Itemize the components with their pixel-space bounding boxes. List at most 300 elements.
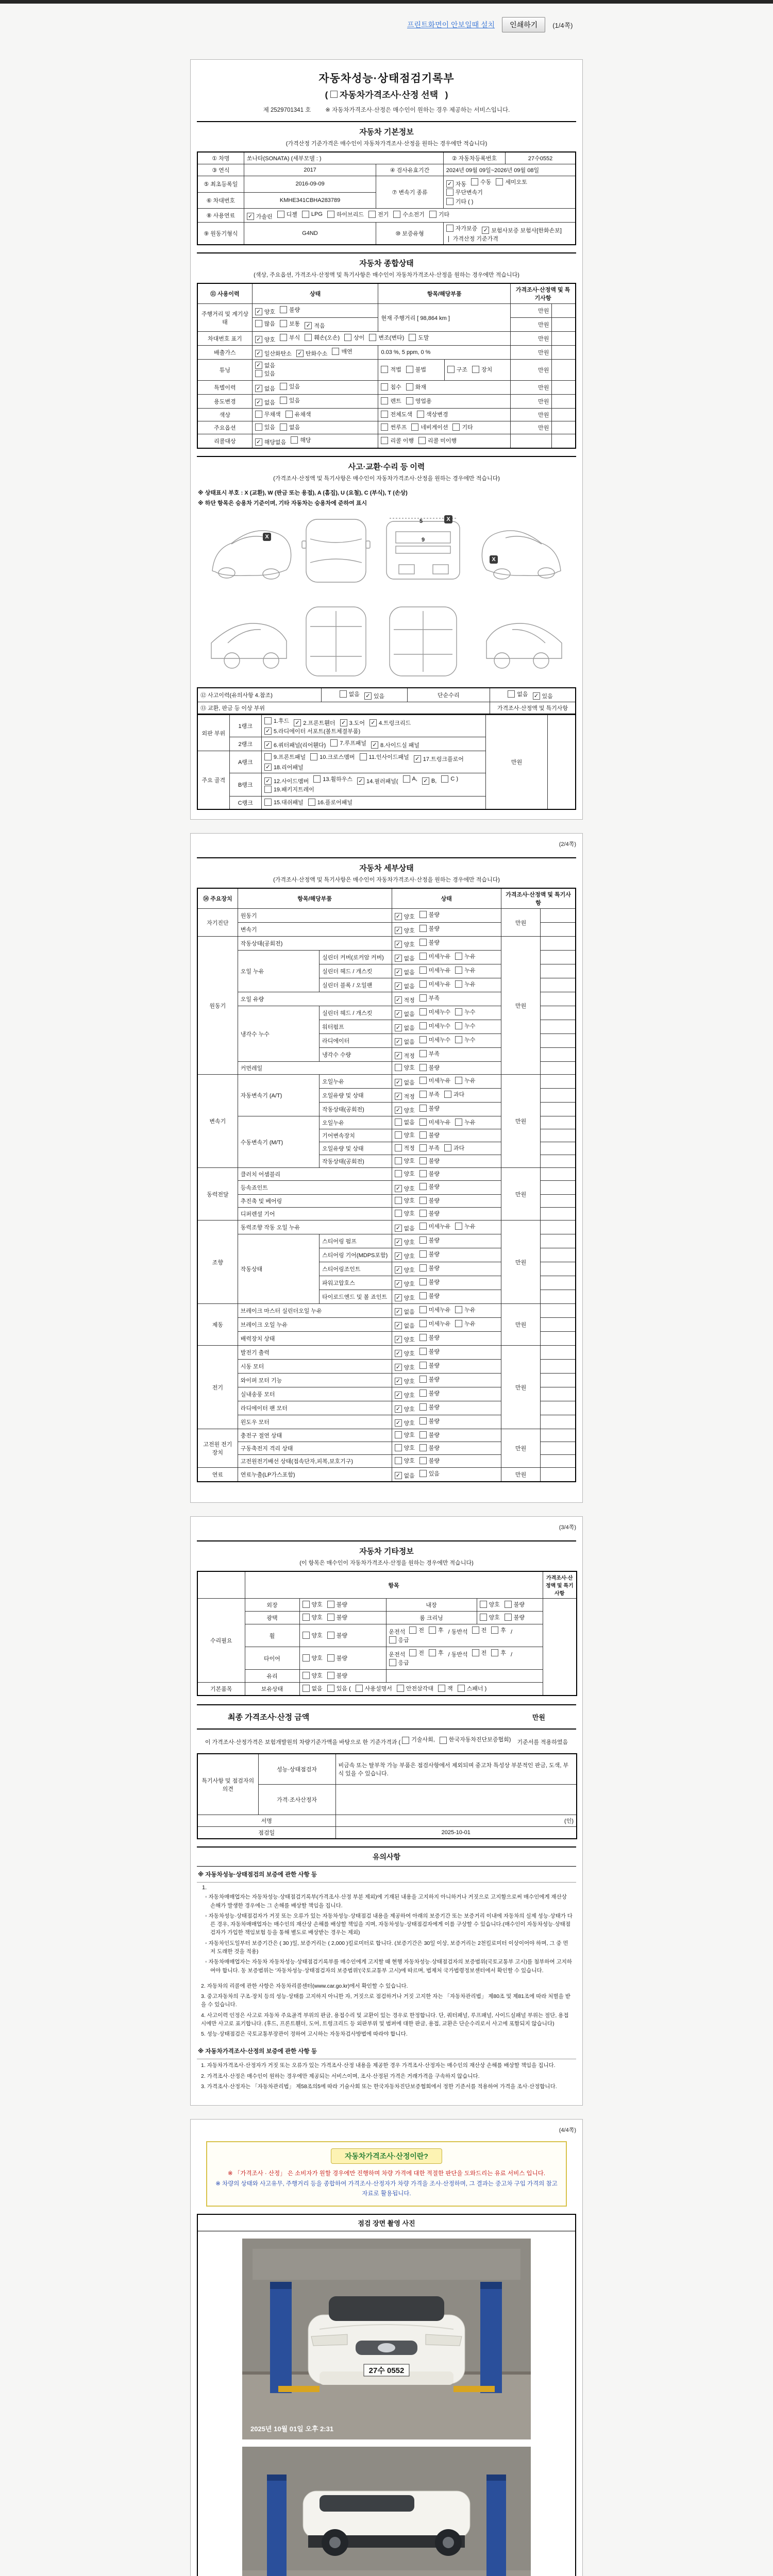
checkbox-label: 불량 (336, 1615, 348, 1621)
checkbox-checked[interactable] (340, 719, 365, 727)
table-cell (541, 1006, 576, 1020)
wheel-label: 휠 (245, 1624, 299, 1647)
checkbox-label: 불량 (428, 1418, 440, 1425)
checkbox-unchecked[interactable] (291, 436, 311, 444)
checkbox-checked[interactable] (395, 1405, 415, 1413)
checkbox-unchecked[interactable] (491, 1626, 506, 1634)
checkbox-checked[interactable] (264, 777, 309, 785)
checkbox-unchecked[interactable] (505, 1613, 525, 1621)
checkbox-unchecked[interactable] (356, 1684, 392, 1692)
checkbox-unchecked[interactable] (264, 753, 306, 761)
checkbox-unchecked[interactable] (471, 178, 491, 186)
checkbox-unchecked[interactable] (419, 1090, 440, 1098)
checkbox-unchecked[interactable] (455, 1036, 475, 1044)
checkbox-checked[interactable] (395, 1349, 415, 1358)
table-cell (541, 1155, 576, 1168)
checkbox-unchecked[interactable] (395, 1444, 415, 1452)
checkbox-unchecked[interactable] (381, 383, 401, 391)
checkbox-checked[interactable] (422, 777, 436, 785)
checkbox-unchecked[interactable] (419, 1361, 440, 1369)
checkbox-checked[interactable] (395, 1184, 415, 1193)
checkbox-unchecked[interactable] (419, 1403, 440, 1411)
checkbox-unchecked[interactable] (255, 423, 275, 431)
checkbox-unchecked[interactable] (381, 410, 412, 418)
checkbox-checked[interactable] (369, 719, 411, 727)
checkbox-checked[interactable] (395, 1106, 415, 1114)
car-name-label: ① 차명 (197, 152, 244, 164)
checkbox-icon (419, 1250, 427, 1258)
vin-mark-label: 차대번호 표기 (197, 332, 252, 346)
checkbox-unchecked[interactable] (313, 775, 352, 783)
checkbox-unchecked[interactable] (455, 1008, 475, 1016)
list-item: ◦ 자동차매매업자는 자동차성능·상태점검기록부(가격조사·산정 부분 제외)에 기재된 내용을 고지하지 아니하거나 거짓으로 고지함으로써 매수인에게 재산상 손해가 발생한 경우에는 그 손해를 배상할 책임을 집니다. (205, 1894, 567, 1909)
checkbox-label: 있음 (289, 398, 300, 404)
detail-parts-header: 항목/해당부품 (238, 888, 392, 909)
checkbox-unchecked[interactable] (419, 1236, 440, 1244)
checkbox-unchecked[interactable] (393, 210, 425, 218)
checkbox-unchecked[interactable] (496, 178, 527, 186)
checkbox-unchecked[interactable] (419, 1076, 451, 1084)
checkbox-unchecked[interactable] (395, 1131, 415, 1139)
checkbox-checked[interactable] (255, 361, 275, 369)
checkbox-unchecked[interactable] (411, 423, 448, 431)
checkbox-unchecked[interactable] (303, 1631, 323, 1639)
checkbox-label: 양호 (404, 1211, 415, 1217)
checkbox-unchecked[interactable] (455, 1022, 475, 1030)
checkbox-unchecked[interactable] (419, 952, 451, 960)
checkbox-label: 있음 (373, 693, 385, 700)
checkbox-unchecked[interactable] (455, 966, 475, 974)
checkbox-unchecked[interactable] (419, 980, 451, 988)
checkbox-checked[interactable] (533, 692, 553, 700)
checkbox-label: 양호 (404, 1420, 415, 1427)
device-group-label: 원동기 (197, 937, 238, 1075)
mileage-label: 주행거리 및 계기상태 (197, 304, 252, 332)
parts-header: 항목/해당부품 (378, 283, 511, 304)
checkbox-unchecked[interactable] (455, 1076, 475, 1084)
checkbox-unchecked[interactable] (255, 369, 275, 378)
checkbox-unchecked[interactable] (406, 365, 426, 374)
checkbox-unchecked[interactable] (419, 1469, 440, 1478)
state-options (392, 1276, 501, 1290)
checkbox-unchecked[interactable] (395, 1209, 415, 1217)
checkbox-unchecked[interactable] (264, 785, 314, 793)
checkbox-unchecked[interactable] (369, 333, 404, 342)
checkbox-checked[interactable] (296, 349, 328, 358)
checkbox-unchecked[interactable] (327, 1654, 347, 1662)
state-options (392, 1221, 501, 1234)
checkbox-checked[interactable] (395, 1010, 415, 1018)
checkbox-unchecked[interactable] (381, 365, 401, 374)
checkbox-unchecked[interactable] (419, 1444, 440, 1452)
checkbox-unchecked[interactable] (327, 1600, 347, 1608)
state-options (392, 1290, 501, 1304)
checkbox-checked[interactable] (395, 996, 415, 1004)
checkbox-unchecked[interactable] (303, 1600, 323, 1608)
checkbox-checked[interactable] (395, 954, 415, 962)
checkbox-icon: ✓ (395, 996, 402, 1004)
checkbox-unchecked[interactable] (302, 211, 323, 218)
checkbox-checked[interactable] (446, 180, 466, 188)
checkbox-unchecked[interactable] (419, 1375, 440, 1383)
checkbox-checked[interactable] (395, 1335, 415, 1344)
checkbox-checked[interactable] (294, 719, 335, 727)
checkbox-unchecked[interactable] (455, 1222, 475, 1230)
checkbox-checked[interactable] (264, 741, 326, 749)
item-label: 고전원전기배선 상태(접속단자,피복,보호기구) (238, 1455, 392, 1468)
checkbox-unchecked[interactable] (308, 798, 352, 806)
checkbox-icon (419, 1334, 427, 1341)
checkbox-checked[interactable] (264, 727, 360, 735)
checkbox-checked[interactable] (395, 1280, 415, 1288)
checkbox-checked[interactable] (395, 1391, 415, 1399)
checkbox-checked[interactable] (395, 1471, 415, 1480)
checkbox-unchecked[interactable] (389, 1636, 409, 1644)
checkbox-icon (303, 1685, 310, 1692)
checkbox-checked[interactable] (395, 940, 415, 948)
checkbox-checked[interactable] (395, 1238, 415, 1246)
state-options (392, 1248, 501, 1262)
item-label: 구동축전지 격리 상태 (238, 1442, 392, 1455)
checkbox-unchecked[interactable] (429, 1649, 444, 1657)
checkbox-unchecked[interactable] (455, 980, 475, 988)
checkbox-unchecked[interactable] (418, 436, 457, 445)
checkbox-label: 양호 (404, 1240, 415, 1246)
checkbox-unchecked[interactable] (255, 319, 275, 328)
vin-label: ⑥ 차대번호 (197, 192, 244, 209)
checkbox-checked[interactable] (357, 777, 398, 785)
checkbox-unchecked[interactable] (444, 1090, 464, 1098)
checkbox-unchecked[interactable] (455, 1118, 475, 1126)
checkbox-label: 미세누유 (428, 1078, 451, 1084)
room-cleaning-label: 룸 크리닝 (386, 1612, 477, 1624)
checkbox-unchecked[interactable] (264, 798, 304, 806)
checkbox-checked[interactable] (395, 926, 415, 935)
checkbox-checked[interactable] (255, 384, 275, 393)
checkbox-unchecked[interactable] (419, 1306, 451, 1314)
checkbox-icon: ✓ (482, 227, 489, 234)
checkbox-unchecked[interactable] (327, 1671, 347, 1680)
checkbox-unchecked[interactable] (419, 1036, 451, 1044)
checkbox-unchecked[interactable] (395, 1170, 415, 1178)
checkbox-unchecked[interactable] (419, 1431, 440, 1439)
checkbox-unchecked[interactable] (419, 1196, 440, 1205)
checkbox-checked[interactable] (395, 1252, 415, 1260)
checkbox-checked[interactable] (395, 1038, 415, 1046)
checkbox-checked[interactable] (264, 763, 304, 771)
checkbox-icon (419, 1236, 427, 1244)
checkbox-label: 전체도색 (390, 412, 412, 418)
checkbox-unchecked[interactable] (419, 1222, 451, 1230)
checkbox-icon (264, 786, 272, 793)
checkbox-unchecked[interactable] (419, 1250, 440, 1258)
checkbox-unchecked[interactable] (446, 224, 478, 232)
checkbox-unchecked[interactable] (472, 1649, 487, 1657)
checkbox-unchecked[interactable] (330, 88, 438, 100)
checkbox-unchecked[interactable] (419, 1333, 440, 1342)
checkbox-checked[interactable] (395, 1266, 415, 1274)
item-label: 실내송풍 모터 (238, 1387, 392, 1401)
checkbox-unchecked[interactable] (419, 1278, 440, 1286)
item-label: 윈도우 모터 (238, 1415, 392, 1429)
print-toolbar (0, 4, 773, 59)
checkbox-unchecked[interactable] (381, 423, 407, 431)
checkbox-label: 불량 (428, 1065, 440, 1071)
checkbox-unchecked[interactable] (381, 436, 414, 445)
checkbox-unchecked[interactable] (480, 1613, 500, 1621)
checkbox-unchecked[interactable] (368, 210, 389, 218)
checkbox-icon (419, 1105, 427, 1112)
checkbox-unchecked[interactable] (472, 365, 492, 374)
checkbox-label: 가솔린 (256, 214, 273, 220)
checkbox-label: 없음 (289, 425, 300, 431)
checkbox-unchecked[interactable] (406, 397, 432, 405)
checkbox-unchecked[interactable] (419, 1131, 440, 1139)
checkbox-icon (291, 436, 298, 444)
checkbox-checked[interactable] (395, 968, 415, 976)
damage-mark-x: X (490, 555, 498, 564)
checkbox-icon (327, 211, 334, 218)
price-unit: 만원 (501, 937, 541, 1075)
checkbox-unchecked[interactable] (429, 1626, 444, 1634)
checkbox-checked[interactable] (255, 349, 292, 358)
checkbox-unchecked[interactable] (310, 753, 355, 761)
checkbox-checked[interactable] (371, 741, 419, 749)
detail-title: 자동차 세부상태 (359, 864, 414, 873)
checkbox-checked[interactable] (255, 308, 275, 316)
checkbox-unchecked[interactable] (419, 1456, 440, 1465)
checkbox-unchecked[interactable] (438, 1684, 453, 1692)
checkbox-unchecked[interactable] (340, 690, 360, 698)
checkbox-unchecked[interactable] (458, 1684, 487, 1692)
tuning-label: 튜닝 (197, 360, 252, 381)
checkbox-unchecked[interactable] (419, 938, 440, 946)
checkbox-unchecked[interactable] (409, 333, 429, 342)
checkbox-unchecked[interactable] (417, 410, 448, 418)
checkbox-unchecked[interactable] (419, 1104, 440, 1112)
checkbox-unchecked[interactable] (419, 1157, 440, 1165)
checkbox-unchecked[interactable] (330, 739, 366, 747)
checkbox-checked[interactable] (482, 226, 562, 234)
checkbox-unchecked[interactable] (406, 383, 426, 391)
checkbox-label: 양호 (404, 1158, 415, 1164)
checkbox-unchecked[interactable] (381, 397, 401, 405)
detail-state-header: 상태 (392, 888, 501, 909)
checkbox-icon (419, 1223, 427, 1230)
checkbox-unchecked[interactable] (395, 1157, 415, 1165)
checkbox-unchecked[interactable] (419, 1063, 440, 1072)
checkbox-unchecked[interactable] (419, 1319, 451, 1328)
checkbox-icon (381, 411, 388, 418)
checkbox-unchecked[interactable] (472, 1626, 487, 1634)
checkbox-unchecked[interactable] (280, 423, 300, 431)
checkbox-unchecked[interactable] (280, 333, 300, 342)
checkbox-unchecked[interactable] (332, 347, 352, 355)
checkbox-unchecked[interactable] (280, 396, 300, 404)
checkbox-unchecked[interactable] (327, 1613, 347, 1621)
checkbox-unchecked[interactable] (429, 210, 449, 218)
checkbox-unchecked[interactable] (491, 1649, 506, 1657)
checkbox-unchecked[interactable] (419, 1209, 440, 1217)
checkbox-unchecked[interactable] (409, 1626, 424, 1634)
checkbox-unchecked[interactable] (409, 1649, 424, 1657)
checkbox-checked[interactable] (255, 398, 275, 406)
checkbox-icon: ✓ (395, 1294, 402, 1301)
checkbox-icon (264, 717, 272, 724)
checkbox-unchecked[interactable] (419, 1264, 440, 1272)
option-text: / 동반석 (448, 1652, 468, 1658)
list-item: ◦ 자동차매매업자는 자동차 자동차성능·상태점검기록부를 매수인에게 고지할 때 현행 자동차성능·상태점검자의 보증범위(국토교통부 고시)를 첨부하여 고지하여야 합니다. 동 보증범위는 '자동차성능·상태점검자의 보증범위'(국토교통부 고시)에 따르며, 법제처 국가법령정보센터에서 확인할 수 있습니다. (205, 1959, 573, 1974)
checkbox-checked[interactable] (305, 321, 325, 330)
table-cell (541, 1075, 576, 1089)
checkbox-checked[interactable] (255, 438, 287, 446)
checkbox-checked[interactable] (395, 1377, 415, 1385)
checkbox-checked[interactable] (395, 1294, 415, 1302)
checkbox-unchecked[interactable] (403, 775, 417, 783)
checkbox-checked[interactable] (395, 1024, 415, 1032)
checkbox-unchecked[interactable] (303, 1613, 323, 1621)
checkbox-checked[interactable] (395, 1092, 415, 1100)
checkbox-unchecked[interactable] (255, 410, 281, 418)
checkbox-icon: ✓ (255, 350, 262, 357)
checkbox-unchecked[interactable] (505, 1600, 525, 1608)
repair-need-label: 수리필요 (197, 1599, 245, 1683)
checkbox-checked[interactable] (364, 692, 384, 700)
checkbox-unchecked[interactable] (480, 1600, 500, 1608)
document-page-4 (190, 2119, 583, 2576)
checkbox-unchecked[interactable] (419, 1347, 440, 1355)
print-help-link[interactable]: 프린트화면이 안보일때 설치 (407, 21, 495, 29)
checkbox-checked[interactable] (395, 912, 415, 921)
checkbox-label: 많음 (264, 321, 276, 327)
checkbox-unchecked[interactable] (419, 1144, 440, 1152)
checkbox-unchecked[interactable] (395, 1063, 415, 1072)
state-options (392, 964, 501, 978)
checkbox-unchecked[interactable] (303, 1671, 323, 1680)
checkbox-checked[interactable] (395, 1078, 415, 1087)
checkbox-unchecked[interactable] (419, 1182, 440, 1191)
checkbox-unchecked[interactable] (395, 1144, 415, 1152)
checkbox-unchecked[interactable] (395, 1196, 415, 1205)
checkbox-checked[interactable] (414, 755, 464, 763)
checkbox-unchecked[interactable] (440, 1736, 511, 1745)
checkbox-unchecked[interactable] (419, 966, 451, 974)
checkbox-unchecked[interactable] (452, 423, 473, 431)
checkbox-unchecked[interactable] (360, 753, 409, 761)
list-item: 2. 가격조사·산정은 매수인이 원하는 경우에만 제공되는 서비스이며, 조사·산정된 가격은 거래가격을 구속하지 않습니다. (201, 2073, 480, 2079)
checkbox-unchecked[interactable] (264, 717, 289, 725)
checkbox-label: 3.도어 (349, 720, 365, 726)
checkbox-unchecked[interactable] (397, 1684, 433, 1692)
checkbox-unchecked[interactable] (419, 1118, 451, 1126)
checkbox-unchecked[interactable] (419, 1022, 451, 1030)
subitem-label: 스티어링조인트 (320, 1262, 392, 1276)
rank-a-options (261, 751, 485, 773)
checkbox-unchecked[interactable] (446, 197, 474, 206)
checkbox-icon: ✓ (255, 438, 262, 446)
checkbox-unchecked[interactable] (419, 1170, 440, 1178)
checkbox-unchecked[interactable] (402, 1736, 435, 1745)
list-item: 5. 성능·상태점검은 국토교통부장관이 정하여 고시하는 자동차검사방법에 따라야 합니다. (201, 2031, 408, 2038)
checkbox-unchecked[interactable] (419, 1049, 440, 1058)
checkbox-icon: ✓ (294, 719, 301, 726)
checkbox-unchecked[interactable] (447, 365, 467, 374)
checkbox-checked[interactable] (395, 982, 415, 990)
table-cell (541, 1208, 576, 1221)
checkbox-icon: ✓ (395, 1252, 402, 1260)
state-options (392, 1401, 501, 1415)
checkbox-icon: ✓ (364, 692, 372, 700)
checkbox-unchecked[interactable] (419, 994, 440, 1002)
checkbox-unchecked[interactable] (395, 1118, 415, 1126)
checkbox-checked[interactable] (395, 1419, 415, 1427)
checkbox-checked[interactable] (255, 335, 275, 344)
state-code-legend: ※ 상태표시 부호 : X (교환), W (판금 또는 용접), A (흠집), U (요철), C (부식), T (손상) (198, 490, 408, 496)
checkbox-checked[interactable] (395, 1363, 415, 1371)
checkbox-unchecked[interactable] (280, 382, 300, 391)
checkbox-unchecked[interactable] (280, 319, 300, 328)
checkbox-unchecked[interactable] (277, 210, 297, 218)
checkbox-unchecked[interactable] (441, 775, 458, 783)
checkbox-unchecked[interactable] (327, 210, 364, 218)
print-button[interactable]: 인쇄하기 (502, 17, 545, 32)
checkbox-icon (446, 225, 453, 232)
checkbox-checked[interactable] (395, 1224, 415, 1232)
checkbox-icon (255, 423, 262, 431)
checkbox-unchecked[interactable] (327, 1684, 351, 1692)
checkbox-unchecked[interactable] (419, 1292, 440, 1300)
checkbox-unchecked[interactable] (305, 333, 340, 342)
checkbox-unchecked[interactable] (280, 306, 300, 314)
checkbox-unchecked[interactable] (419, 924, 440, 933)
checkbox-unchecked[interactable] (419, 1008, 451, 1016)
checkbox-icon (419, 1417, 427, 1425)
checkbox-label: 자가보증 (455, 226, 478, 232)
checkbox-unchecked[interactable] (303, 1684, 323, 1692)
checkbox-checked[interactable] (395, 1321, 415, 1330)
checkbox-unchecked[interactable] (419, 1389, 440, 1397)
checkbox-unchecked[interactable] (446, 188, 483, 196)
checkbox-icon: ✓ (369, 719, 377, 726)
checkbox-unchecked[interactable] (419, 1417, 440, 1425)
checkbox-unchecked[interactable] (419, 910, 440, 919)
checkbox-unchecked[interactable] (327, 1631, 347, 1639)
price-survey-select-checkbox[interactable] (330, 90, 443, 100)
checkbox-unchecked[interactable] (285, 410, 311, 418)
checkbox-unchecked[interactable] (303, 1654, 323, 1662)
checkbox-checked[interactable] (395, 1052, 415, 1060)
checkbox-icon (280, 306, 287, 313)
checkbox-unchecked[interactable] (455, 1319, 475, 1328)
checkbox-unchecked[interactable] (455, 952, 475, 960)
checkbox-unchecked[interactable] (508, 690, 528, 698)
checkbox-unchecked[interactable] (344, 333, 364, 342)
checkbox-checked[interactable] (247, 212, 273, 221)
etc-price-header: 가격조사·산정액 및 특기사항 (543, 1571, 577, 1599)
checkbox-icon (455, 1306, 462, 1313)
checkbox-unchecked[interactable] (395, 1431, 415, 1439)
checkbox-icon (419, 1376, 427, 1383)
device-group-label: 전기 (197, 1346, 238, 1429)
checkbox-checked[interactable] (395, 1308, 415, 1316)
checkbox-icon (455, 953, 462, 960)
checkbox-unchecked[interactable] (395, 1456, 415, 1465)
checkbox-unchecked[interactable] (455, 1306, 475, 1314)
checkbox-label: 장치 (481, 367, 493, 373)
table-cell (541, 1142, 576, 1155)
checkbox-unchecked[interactable] (444, 1144, 464, 1152)
checkbox-unchecked[interactable] (389, 1658, 409, 1667)
